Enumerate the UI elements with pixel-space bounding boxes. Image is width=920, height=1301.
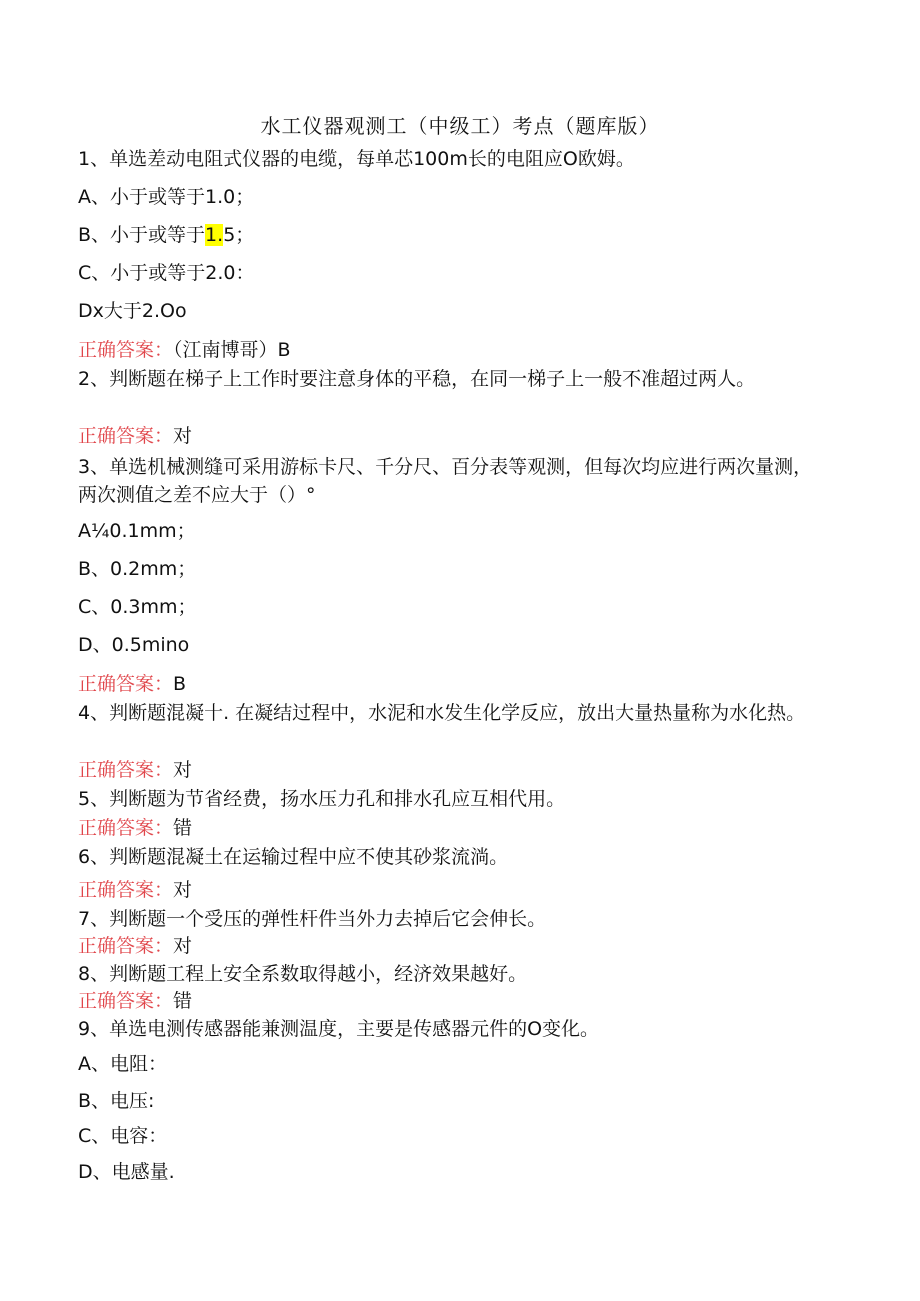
q9-option-a: A、电阻： — [78, 1053, 167, 1075]
q1-option-b-post: 5； — [223, 224, 255, 246]
q9-option-d: D、电感量. — [78, 1161, 175, 1183]
highlight-mark: 1. — [205, 224, 224, 246]
q8-answer-value: 错 — [173, 990, 193, 1012]
answer-label: 正确答案： — [78, 879, 174, 901]
page-title: 水工仪器观测工（中级工）考点（题库版） — [260, 114, 660, 138]
q9-stem: 9、单选电测传感器能兼测温度，主要是传感器元件的O变化。 — [78, 1018, 600, 1040]
q1-option-b-pre: B、小于或等于 — [78, 224, 206, 246]
q7-stem: 7、判断题一个受压的弹性杆件当外力去掉后它会伸长。 — [78, 908, 547, 930]
q6-stem: 6、判断题混凝土在运输过程中应不使其砂浆流淌。 — [78, 846, 509, 868]
q9-option-b: B、电压: — [78, 1090, 155, 1112]
q4-stem: 4、判断题混凝十. 在凝结过程中，水泥和水发生化学反应，放出大量热量称为水化热。 — [78, 702, 806, 724]
q7-answer-value: 对 — [173, 935, 193, 957]
answer-label: 正确答案： — [78, 673, 174, 695]
q1-option-c: C、小于或等于2.0： — [78, 262, 255, 284]
q3-option-b: B、0.2mm； — [78, 558, 197, 580]
q4-answer — [78, 756, 838, 784]
q3-answer — [78, 670, 838, 698]
answer-label: 正确答案： — [78, 990, 174, 1012]
q4-answer-value: 对 — [173, 759, 193, 781]
answer-label: 正确答案： — [78, 759, 174, 781]
q2-stem: 2、判断题在梯子上工作时要注意身体的平稳，在同一梯子上一般不准超过两人。 — [78, 368, 756, 390]
answer-label: 正确答案： — [78, 817, 174, 839]
q1-option-b — [78, 221, 838, 249]
answer-label: 正确答案： — [78, 935, 174, 957]
q5-answer — [78, 814, 838, 842]
q3-option-d: D、0.5mino — [78, 634, 190, 656]
q3-answer-value: B — [173, 673, 187, 695]
answer-label: 正确答案： — [78, 339, 174, 361]
q5-stem: 5、判断题为节省经费，扬水压力孔和排水孔应互相代用。 — [78, 788, 566, 810]
q8-stem: 8、判断题工程上安全系数取得越小，经济效果越好。 — [78, 963, 528, 985]
answer-label: 正确答案： — [78, 425, 174, 447]
q5-answer-value: 错 — [173, 817, 193, 839]
q3-option-a: A¼0.1mm； — [78, 520, 196, 542]
q1-answer — [78, 336, 838, 364]
q1-stem: 1、单选差动电阻式仪器的电缆，每单芯100m长的电阻应O欧姆。 — [78, 148, 635, 170]
q2-answer — [78, 422, 838, 450]
q9-option-c: C、电容： — [78, 1125, 168, 1147]
q1-option-a: A、小于或等于1.0； — [78, 186, 255, 208]
q8-answer — [78, 987, 838, 1015]
q2-answer-value: 对 — [173, 425, 193, 447]
q6-answer — [78, 876, 838, 904]
q7-answer — [78, 932, 838, 960]
q6-answer-value: 对 — [173, 879, 193, 901]
q3-stem: 3、单选机械测缝可采用游标卡尺、千分尺、百分表等观测，但每次均应进行两次量测，两次测值之差不应大于（）° — [78, 456, 813, 506]
q3-option-c: C、0.3mm； — [78, 596, 197, 618]
q1-option-d: Dx大于2.Oo — [78, 300, 187, 322]
q1-answer-value: （江南博哥）B — [173, 339, 291, 361]
